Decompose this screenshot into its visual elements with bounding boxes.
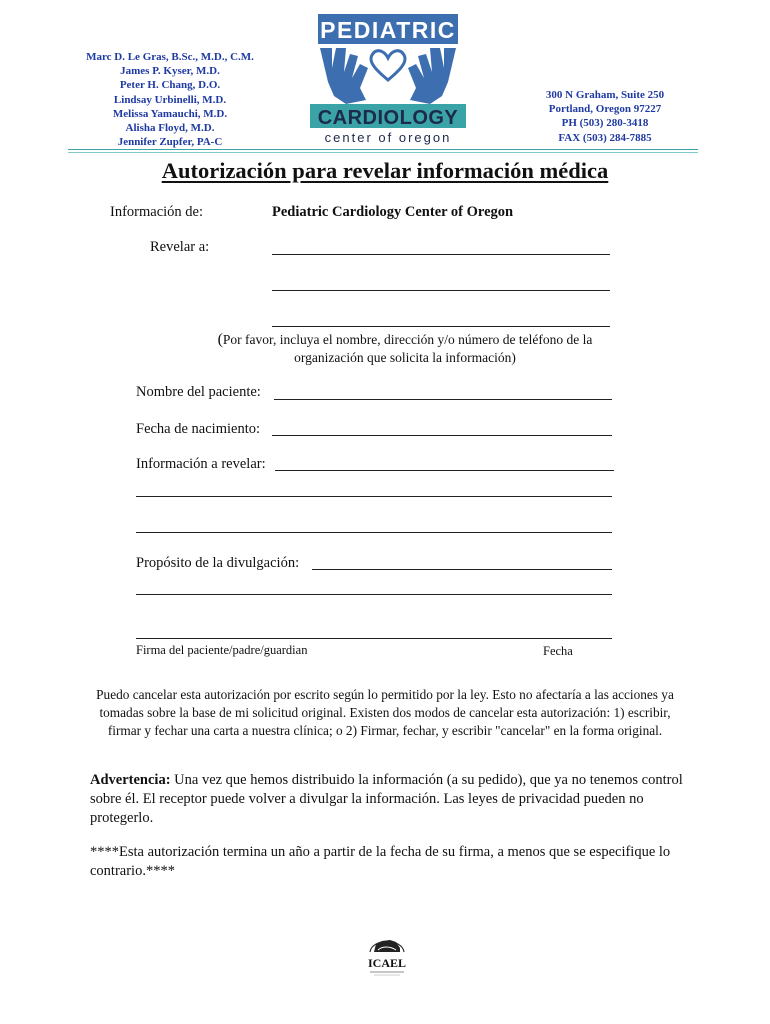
logo-line1: PEDIATRIC [320,17,456,43]
info-from-label: Información de: [110,204,204,220]
note-line-2: organización que solicita la información) [294,350,516,365]
patient-name-label: Nombre del paciente: [136,384,261,400]
note-line-1: Por favor, incluya el nombre, dirección y/o número de teléfono de la [222,332,593,347]
release-to-label: Revelar a: [150,239,210,255]
clinic-logo [306,12,468,146]
doctor-name: James P. Kyser, M.D. [120,65,220,78]
doctor-list [60,50,280,149]
birth-date-field[interactable] [272,435,612,436]
header-divider [68,149,698,150]
info-release-field-3[interactable] [136,532,612,533]
info-from-value: Pediatric Cardiology Center of Oregon [272,204,514,220]
patient-name-field[interactable] [274,399,612,400]
doctor-name: Melissa Yamauchi, M.D. [112,107,228,120]
doctor-name: Lindsay Urbinelli, M.D. [113,93,227,106]
expiry-paragraph: ****Esta autorización termina un año a partir de la fecha de su firma, a menos que se especifique lo contrario.**** [90,844,671,879]
purpose-label: Propósito de la divulgación: [136,555,300,571]
page-title: Autorización para revelar información médica [161,158,609,183]
release-to-field-2[interactable] [272,290,610,291]
address-line: PH (503) 280-3418 [561,117,649,130]
clinic-address [530,88,680,145]
signature-label: Firma del paciente/padre/guardian [136,643,308,657]
warning-label: Advertencia: [90,772,171,788]
info-release-label: Información a revelar: [136,456,266,472]
address-line: FAX (503) 284-7885 [558,131,652,144]
header-divider-secondary [68,152,698,153]
release-to-note [190,331,620,367]
purpose-field-1[interactable] [312,569,612,570]
release-to-field-3[interactable] [272,326,610,327]
logo-line3: center of oregon [324,130,452,145]
hands-heart-icon [320,48,456,104]
doctor-name: Jennifer Zupfer, PA-C [117,136,223,149]
birth-date-label: Fecha de nacimiento: [136,421,261,437]
release-to-field-1[interactable] [272,254,610,255]
seal-text: ICAEL [367,956,407,970]
logo-line2: CARDIOLOGY [317,107,459,129]
info-release-field-2[interactable] [136,496,612,497]
address-line: 300 N Graham, Suite 250 [545,89,665,101]
address-line: Portland, Oregon 97227 [548,103,662,116]
warning-paragraph [90,771,690,828]
cancel-paragraph: Puedo cancelar esta autorización por escrito según lo permitido por la ley. Esto no afectaría a las acciones ya tomadas sobre la base de mi solicitud original. Existen dos modos de cancelar esta autorización: 1) escribir, firmar y fechar una carta a nuestra clínica; o 2) Firmar, fechar, y escribir "cancelar" en la forma original. [96,687,674,738]
signature-field[interactable] [136,638,612,639]
doctor-name: Peter H. Chang, D.O. [119,79,221,92]
date-label: Fecha [543,644,573,658]
warning-text: Una vez que hemos distribuido la información (a su pedido), que ya no tenemos control sobre él. El receptor puede volver a divulgar la información. Las leyes de privacidad pueden no protegerlo. [90,772,683,826]
doctor-name: Alisha Floyd, M.D. [125,122,215,135]
info-release-field-1[interactable] [275,470,614,471]
doctor-name: Marc D. Le Gras, B.Sc., M.D., C.M. [86,51,254,63]
purpose-field-2[interactable] [136,594,612,595]
icael-seal-icon [360,928,414,980]
note-paren: ( [217,331,223,348]
